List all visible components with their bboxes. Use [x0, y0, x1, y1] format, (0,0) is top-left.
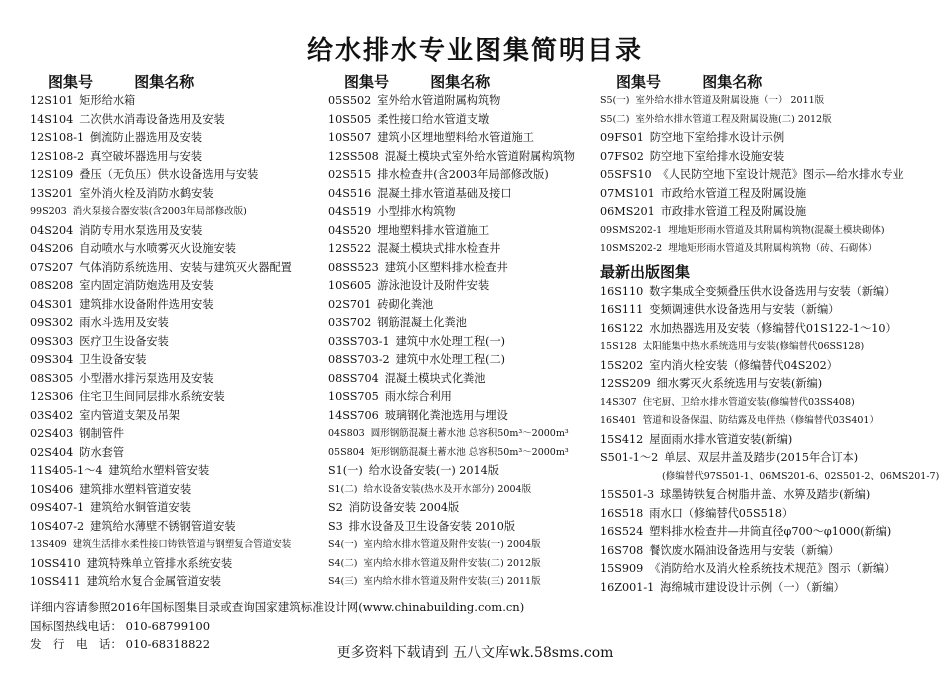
website-note: 详细内容请参照2016年国标图集目录或查询国家建筑标准设计网(www.chinabuilding.com.cn) — [30, 600, 525, 614]
catalog-column-1 — [30, 72, 330, 592]
catalog-column-2 — [328, 72, 603, 592]
atlas-number: 13S201 — [30, 186, 74, 200]
list-item — [30, 314, 330, 333]
atlas-name: 柔性接口给水管道支墩 — [377, 112, 490, 126]
atlas-name: 雨水口（修编替代05S518） — [649, 506, 794, 520]
atlas-number: 08SS704 — [328, 371, 379, 385]
page-title: 给水排水专业图集简明目录 — [306, 36, 643, 66]
list-item — [328, 388, 603, 407]
list-item — [600, 449, 940, 468]
atlas-number: S4(一) — [328, 539, 358, 550]
list-item — [328, 92, 603, 111]
list-item — [328, 166, 603, 185]
atlas-name: 塑料排水检查井—井筒直径φ700～φ1000(新编) — [649, 525, 892, 538]
atlas-number: 12SS209 — [600, 377, 651, 390]
list-item — [600, 222, 940, 241]
list-item — [30, 573, 330, 592]
atlas-number: 10SS411 — [30, 575, 81, 588]
atlas-name: 室外给水排水管道及附属设施（一） 2011版 — [635, 95, 825, 106]
atlas-number: 03SS703-1 — [328, 334, 390, 348]
atlas-number: 08S208 — [30, 279, 74, 292]
atlas-number: 16S110 — [600, 284, 644, 298]
list-item — [30, 296, 330, 315]
catalog-list-3 — [600, 92, 940, 259]
list-item — [30, 111, 330, 130]
list-item — [328, 370, 603, 389]
atlas-name: 排水设备及卫生设备安装 2010版 — [348, 519, 516, 533]
list-item — [30, 407, 330, 426]
catalog-column-3 — [600, 72, 940, 597]
list-item — [328, 185, 603, 204]
atlas-number: 07MS101 — [600, 186, 655, 200]
list-item — [328, 481, 603, 500]
list-item — [328, 333, 603, 352]
atlas-number: S4(三) — [328, 576, 358, 587]
atlas-name: 水加热器选用及安装（修编替代01S122-1～10） — [649, 321, 897, 335]
list-item — [328, 536, 603, 555]
distribution-phone: 发 行 电 话： 010-68318822 — [30, 637, 211, 651]
atlas-name: (修编替代97S501-1、06MS201-6、02S501-2、06MS201-7) — [662, 470, 940, 482]
atlas-name: 圆形钢筋混凝土蓄水池 总容积50m³～2000m³ — [370, 428, 569, 439]
list-item — [600, 468, 940, 487]
list-item — [600, 394, 940, 413]
atlas-number: 05SFS10 — [600, 168, 652, 181]
atlas-number: 02S515 — [328, 168, 372, 181]
atlas-number: 09FS01 — [600, 131, 644, 144]
atlas-name: 卫生设备安装 — [79, 353, 147, 366]
atlas-number: 12S101 — [30, 94, 74, 107]
atlas-number: 09S303 — [30, 334, 74, 348]
atlas-number: 16S708 — [600, 543, 644, 557]
list-item — [328, 296, 603, 315]
atlas-number: 02S701 — [328, 297, 372, 311]
atlas-name: 气体消防系统选用、安装与建筑灭火器配置 — [79, 260, 292, 274]
atlas-name: 真空破坏器选用与安装 — [90, 149, 203, 163]
atlas-number: 14SS706 — [328, 408, 379, 422]
atlas-number: 16S518 — [600, 506, 644, 520]
atlas-name: 细水雾灭火系统选用与安装(新编) — [656, 377, 823, 390]
atlas-name: 雨水综合利用 — [384, 390, 452, 403]
atlas-number: 12S522 — [328, 242, 372, 255]
atlas-name: 消防专用水泵选用及安装 — [79, 223, 203, 237]
atlas-number: 10S507 — [328, 131, 372, 144]
atlas-name: 室外给水管道附属构筑物 — [377, 94, 501, 107]
list-item — [30, 518, 330, 537]
atlas-number: 14S307 — [600, 396, 637, 408]
atlas-name: 给水设备安装(热水及开水部分) 2004版 — [363, 483, 532, 495]
list-item — [328, 240, 603, 259]
atlas-number: 12S306 — [30, 390, 74, 403]
list-item — [328, 351, 603, 370]
atlas-name: 室外消火栓及消防水鹤安装 — [79, 186, 214, 200]
atlas-name: 排水检查井(含2003年局部修改版) — [377, 168, 549, 181]
list-item — [30, 185, 330, 204]
atlas-number: 10SMS202-2 — [600, 243, 663, 254]
list-item — [328, 222, 603, 241]
atlas-number: 09S407-1 — [30, 501, 85, 514]
atlas-name: 住宅卫生间同层排水系统安装 — [79, 390, 225, 403]
list-item — [328, 314, 603, 333]
atlas-name: 小型潜水排污泵选用及安装 — [79, 371, 214, 385]
atlas-number: S501-1～2 — [600, 451, 659, 464]
atlas-name: 室外给水排水管道工程及附属设施(二) 2012版 — [635, 113, 832, 125]
atlas-name: 建筑特殊单立管排水系统安装 — [86, 556, 233, 570]
list-item — [600, 166, 940, 185]
atlas-name: 埋地塑料排水管道施工 — [377, 223, 490, 237]
list-item — [328, 555, 603, 574]
atlas-name: 消火泵接合器安装(含2003年局部修改版) — [72, 206, 247, 217]
atlas-number: 03S402 — [30, 408, 74, 422]
atlas-name: 《消防给水及消火栓系统技术规范》图示（新编） — [649, 562, 896, 575]
list-item — [600, 486, 940, 505]
list-item — [600, 357, 940, 376]
atlas-name: 建筑给水薄壁不锈钢管道安装 — [90, 519, 236, 533]
atlas-name: 室内消火栓安装（修编替代04S202） — [649, 358, 838, 372]
atlas-name: 医疗卫生设备安装 — [79, 334, 169, 348]
atlas-number: 15S128 — [600, 341, 637, 352]
atlas-number: 15S412 — [600, 432, 644, 446]
list-item — [328, 277, 603, 296]
atlas-name: 自动喷水与水喷雾灭火设施安装 — [79, 242, 236, 255]
atlas-name: 建筑中水处理工程(二) — [395, 353, 506, 366]
atlas-number: S1(一) — [328, 464, 363, 477]
atlas-number: 12S108-2 — [30, 149, 85, 163]
atlas-name: 室内给水排水管道及附件安装(三) 2011版 — [363, 576, 541, 587]
list-item — [600, 505, 940, 524]
list-item — [600, 560, 940, 579]
list-item — [30, 555, 330, 574]
atlas-name: 防空地下室给排水设施安装 — [649, 149, 785, 163]
atlas-name: 建筑生活排水柔性接口铸铁管道与钢塑复合管道安装 — [72, 539, 292, 550]
atlas-number: 04S519 — [328, 205, 372, 218]
atlas-name: 钢制管件 — [79, 427, 125, 440]
atlas-name: 室内固定消防炮选用及安装 — [79, 279, 214, 292]
atlas-name: 矩形钢筋混凝土蓄水池 总容积50m³～2000m³ — [370, 446, 569, 458]
atlas-number: 05S804 — [328, 446, 365, 458]
list-item — [600, 431, 940, 450]
atlas-number: S2 — [328, 501, 343, 514]
atlas-name: 建筑小区塑料排水检查井 — [384, 260, 508, 274]
atlas-number: 14S104 — [30, 112, 74, 126]
atlas-number: S4(二) — [328, 557, 358, 569]
atlas-name: 建筑给水复合金属管道安装 — [86, 575, 221, 588]
atlas-name: 屋面雨水排水管道安装(新编) — [649, 432, 793, 446]
atlas-number: 12S109 — [30, 168, 74, 181]
list-item — [30, 370, 330, 389]
atlas-number: 03S702 — [328, 316, 372, 329]
new-publications-heading: 最新出版图集 — [600, 262, 691, 281]
atlas-name: 建筑给水铜管道安装 — [90, 501, 191, 514]
atlas-number: 09S304 — [30, 353, 74, 366]
atlas-number: 04S301 — [30, 297, 74, 311]
atlas-name: 防空地下室给排水设计示例 — [649, 131, 785, 144]
atlas-name: 室内管道支架及吊架 — [79, 408, 180, 422]
atlas-number: 16S111 — [600, 303, 644, 316]
atlas-number: 02S403 — [30, 427, 74, 440]
list-item — [328, 499, 603, 518]
list-item — [30, 203, 330, 222]
list-item — [30, 148, 330, 167]
atlas-name: 倒流防止器选用及安装 — [90, 131, 203, 144]
catalog-list-2 — [328, 92, 603, 592]
list-item — [30, 462, 330, 481]
list-item — [328, 203, 603, 222]
atlas-number: 09S302 — [30, 316, 74, 329]
atlas-name: 室内给水排水管道及附件安装(一) 2004版 — [363, 539, 541, 550]
list-item — [30, 92, 330, 111]
atlas-number: 04S516 — [328, 186, 372, 200]
atlas-name: 小型排水构筑物 — [377, 205, 456, 218]
header-atlas-number: 图集号 — [344, 73, 390, 91]
list-item — [30, 222, 330, 241]
atlas-number: 15S501-3 — [600, 488, 655, 501]
header-atlas-name: 图集名称 — [134, 73, 195, 91]
list-item — [30, 166, 330, 185]
list-item — [600, 320, 940, 339]
list-item — [328, 259, 603, 278]
list-item — [30, 259, 330, 278]
atlas-number: S5(一) — [600, 95, 630, 106]
atlas-number: S1(二) — [328, 483, 358, 495]
header-atlas-number: 图集号 — [48, 73, 94, 91]
atlas-number: S5(二) — [600, 113, 630, 125]
list-item — [328, 148, 603, 167]
atlas-name: 市政给水管道工程及附属设施 — [660, 186, 807, 200]
atlas-name: 砖砌化粪池 — [377, 297, 434, 311]
atlas-name: 建筑中水处理工程(一) — [395, 334, 506, 348]
atlas-name: 管道和设备保温、防结露及电伴热（修编替代03S401） — [642, 415, 879, 426]
atlas-name: 市政排水管道工程及附属设施 — [660, 205, 807, 218]
atlas-number: 10S407-2 — [30, 519, 85, 533]
list-item — [600, 148, 940, 167]
column-header — [328, 72, 603, 92]
atlas-name: 单层、双层井盖及踏步(2015年合订本) — [664, 451, 859, 464]
atlas-name: 建筑小区埋地塑料给水管道施工 — [377, 131, 534, 144]
list-item — [600, 203, 940, 222]
list-item — [30, 425, 330, 444]
atlas-number: 10S406 — [30, 482, 74, 496]
atlas-number: 16S401 — [600, 415, 637, 426]
atlas-name: 太阳能集中热水系统选用与安装(修编替代06SS128) — [642, 341, 865, 352]
list-item — [30, 333, 330, 352]
atlas-name: 给水设备安装(一) 2014版 — [368, 464, 499, 477]
atlas-name: 二次供水消毒设备选用及安装 — [79, 112, 225, 126]
list-item — [600, 542, 940, 561]
list-item — [600, 523, 940, 542]
list-item — [600, 412, 940, 431]
atlas-name: 混凝土模块式室外给水管道附属构筑物 — [384, 149, 575, 163]
list-item — [600, 92, 940, 111]
list-item — [600, 375, 940, 394]
atlas-name: 球墨铸铁复合树脂井盖、水箅及踏步(新编) — [660, 488, 871, 501]
atlas-name: 数字集成全变频叠压供水设备选用与安装（新编） — [649, 284, 896, 298]
header-atlas-number: 图集号 — [616, 73, 662, 91]
atlas-number: 05S502 — [328, 94, 372, 107]
footer-download-note: 更多资料下载请到 五八文库wk.58sms.com — [336, 645, 614, 661]
atlas-name: 混凝土模块式排水检查井 — [377, 242, 501, 255]
atlas-number: 10S605 — [328, 279, 372, 292]
atlas-number: 13S409 — [30, 539, 67, 550]
atlas-number: S3 — [328, 519, 343, 533]
atlas-number: 10SS410 — [30, 556, 81, 570]
list-item — [328, 518, 603, 537]
atlas-number: 08SS523 — [328, 260, 379, 274]
atlas-name: 消防设备安装 2004版 — [348, 501, 460, 514]
list-item — [600, 111, 940, 130]
atlas-name: 建筑排水设备附件选用安装 — [79, 297, 214, 311]
list-item — [328, 111, 603, 130]
atlas-number: 07FS02 — [600, 149, 644, 163]
atlas-name: 矩形给水箱 — [79, 94, 136, 107]
atlas-name: 叠压（无负压）供水设备选用与安装 — [79, 168, 259, 181]
atlas-name: 埋地矩形雨水管道及其附属构筑物(混凝土模块砌体) — [668, 224, 885, 236]
column-header — [30, 72, 330, 92]
list-item — [30, 388, 330, 407]
hotline: 国标图热线电话： 010-68799100 — [30, 618, 211, 633]
list-item — [600, 185, 940, 204]
list-item — [600, 240, 940, 259]
atlas-number: 06MS201 — [600, 205, 655, 218]
atlas-name: 室内给水排水管道及附件安装(二) 2012版 — [363, 557, 541, 569]
list-item — [30, 351, 330, 370]
atlas-number: 04S206 — [30, 242, 74, 255]
atlas-name: 雨水斗选用及安装 — [79, 316, 169, 329]
atlas-number: 15S202 — [600, 358, 644, 372]
new-publications-list — [600, 283, 940, 598]
atlas-number: 04S204 — [30, 223, 74, 237]
atlas-name: 变频调速供水设备选用与安装（新编） — [649, 303, 840, 316]
atlas-number: 12SS508 — [328, 149, 379, 163]
atlas-number: 04S803 — [328, 428, 365, 439]
list-item — [30, 129, 330, 148]
list-item — [328, 462, 603, 481]
atlas-name: 钢筋混凝土化粪池 — [377, 316, 467, 329]
list-item — [328, 129, 603, 148]
atlas-number: 15S909 — [600, 562, 644, 575]
list-item — [30, 481, 330, 500]
list-item — [30, 499, 330, 518]
atlas-name: 建筑排水塑料管道安装 — [79, 482, 192, 496]
atlas-number: 04S520 — [328, 223, 372, 237]
atlas-name: 建筑给水塑料管安装 — [108, 464, 210, 477]
list-item — [600, 129, 940, 148]
atlas-number: 99S203 — [30, 206, 67, 217]
atlas-number: 11S405-1～4 — [30, 464, 103, 477]
atlas-name: 游泳池设计及附件安装 — [377, 279, 490, 292]
list-item — [600, 301, 940, 320]
column-header — [600, 72, 940, 92]
atlas-name: 《人民防空地下室设计规范》图示—给水排水专业 — [657, 168, 904, 181]
atlas-name: 混凝土模块式化粪池 — [384, 371, 486, 385]
atlas-name: 海绵城市建设设计示例（一）（新编） — [660, 580, 845, 594]
list-item — [600, 579, 940, 598]
atlas-name: 餐饮废水隔油设备选用与安装（新编） — [649, 543, 840, 557]
list-item — [600, 283, 940, 302]
atlas-number: 16S524 — [600, 525, 644, 538]
atlas-name: 防水套管 — [79, 445, 125, 459]
atlas-name: 玻璃钢化粪池选用与埋设 — [384, 408, 508, 422]
atlas-number: 10SS705 — [328, 390, 379, 403]
catalog-list-1 — [30, 92, 330, 592]
list-item — [328, 425, 603, 444]
atlas-name: 埋地矩形雨水管道及其附属构筑物（砖、石砌体） — [668, 243, 878, 254]
list-item — [30, 536, 330, 555]
list-item — [328, 444, 603, 463]
list-item — [30, 240, 330, 259]
atlas-number: 08SS703-2 — [328, 353, 390, 366]
atlas-number: 09SMS202-1 — [600, 224, 663, 236]
atlas-number: 16S122 — [600, 321, 644, 335]
list-item — [328, 573, 603, 592]
header-atlas-name: 图集名称 — [702, 73, 763, 91]
atlas-number: 16Z001-1 — [600, 580, 655, 594]
list-item — [328, 407, 603, 426]
list-item — [600, 338, 940, 357]
atlas-number: 02S404 — [30, 445, 74, 459]
list-item — [30, 444, 330, 463]
list-item — [30, 277, 330, 296]
atlas-name: 住宅厨、卫给水排水管道安装(修编替代03SS408) — [642, 396, 855, 408]
header-atlas-name: 图集名称 — [430, 73, 491, 91]
atlas-number: 08S305 — [30, 371, 74, 385]
atlas-name: 混凝土排水管道基础及接口 — [377, 186, 512, 200]
atlas-number: 12S108-1 — [30, 131, 85, 144]
atlas-number: 10S505 — [328, 112, 372, 126]
atlas-number: 07S207 — [30, 260, 74, 274]
